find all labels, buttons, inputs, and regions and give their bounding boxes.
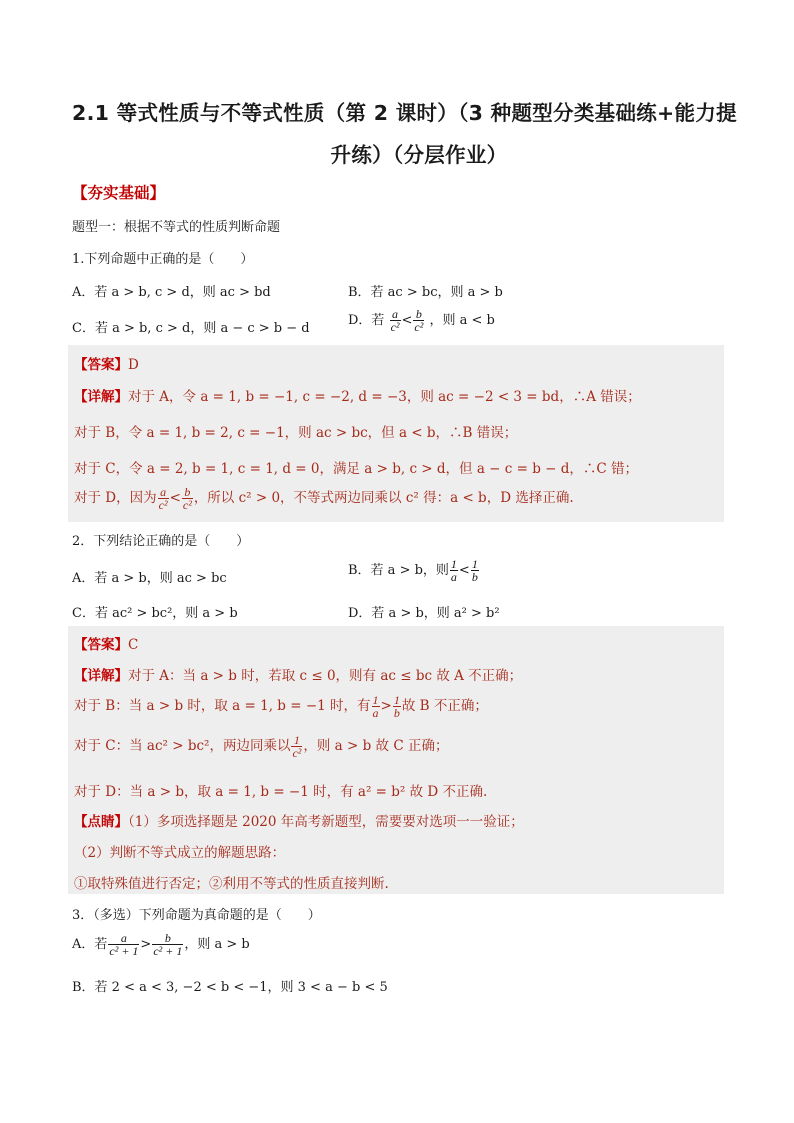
q2-answer-box [68, 626, 724, 894]
numerator: a [390, 308, 401, 321]
page-title [72, 92, 737, 176]
q3-a-suffix: ，则 a > b [184, 937, 250, 952]
denominator: a [450, 570, 457, 584]
bracket-close: 】 [149, 184, 166, 202]
q2-tip-3: ①取特殊值进行否定；②利用不等式的性质直接判断. [74, 876, 389, 892]
q1-detail-1 [74, 385, 641, 405]
q1-detail-2: 对于 B，令 a = 1, b = 2, c = −1，则 ac > bc，但 a < b，∴B 错误； [74, 425, 518, 441]
title-line-1: 2.1 等式性质与不等式性质（第 2 课时）（3 种题型分类基础练+能力提 [72, 101, 737, 125]
numerator: b [152, 932, 183, 945]
numerator: 1 [291, 734, 302, 747]
detail-suffix: ，则 a > b 故 C 正确； [303, 738, 449, 754]
q2-detail-4: 对于 D：当 a > b，取 a = 1, b = −1 时，有 a² = b² 故 D 不正确. [74, 784, 488, 800]
q1-option-d [348, 308, 495, 333]
q1-detail-3: 对于 C，令 a = 2, b = 1, c = 1, d = 0，满足 a > b, c > d，但 a − c = b − d，∴C 错； [74, 461, 639, 477]
denominator: c² + 1 [153, 944, 183, 958]
answer-label: 【答案】 [74, 357, 128, 373]
detail-prefix: 对于 D，因为 [74, 490, 157, 506]
numerator: 1 [450, 557, 457, 571]
numerator: a [108, 932, 139, 945]
section-label: 夯实基础 [87, 184, 150, 202]
q2-b-fraction-2 [471, 558, 479, 583]
detail-fraction-1 [372, 694, 380, 719]
denominator: b [471, 570, 478, 584]
numerator: b [413, 308, 424, 321]
q2-tip-1 [74, 810, 524, 830]
q1-option-a: A．若 a > b, c > d，则 ac > bd [72, 285, 271, 300]
detail-prefix: 对于 C：当 ac² > bc²，两边同乘以 [74, 738, 291, 754]
numerator: b [182, 486, 193, 499]
section-heading [72, 181, 165, 203]
denominator: c² [292, 746, 302, 760]
less-than: < [401, 313, 413, 328]
q1-option-b: B．若 ac > bc，则 a > b [348, 285, 503, 300]
denominator: c² [182, 498, 192, 512]
denominator: c² + 1 [109, 944, 139, 958]
q2-answer [74, 633, 138, 653]
tip-text: （1）多项选择题是 2020 年高考新题型，需要要对选项一一验证； [128, 814, 524, 830]
q1-answer-box [68, 345, 724, 522]
answer-value: C [128, 637, 139, 653]
q2-detail-3 [74, 734, 448, 759]
q2-detail-1 [74, 664, 522, 684]
detail-text: 对于 A，令 a = 1, b = −1, c = −2, d = −3，则 ac = −2 < 3 = bd，∴A 错误； [128, 389, 641, 405]
title-line-2: 升练）（分层作业） [330, 143, 508, 167]
q2-tip-2: （2）判断不等式成立的解题思路： [74, 845, 286, 861]
answer-label: 【答案】 [74, 637, 128, 653]
q2-b-fraction-1 [450, 558, 458, 583]
q1-option-c: C．若 a > b, c > d，则 a − c > b − d [72, 321, 310, 336]
q3-a-prefix: A．若 [72, 937, 108, 952]
detail-label: 【详解】 [74, 668, 128, 684]
detail-label: 【详解】 [74, 389, 128, 405]
q1-d-prefix: D．若 [348, 313, 385, 328]
less-than: < [169, 490, 181, 506]
greater-than: > [140, 937, 152, 952]
detail-fraction-2 [393, 694, 401, 719]
detail-suffix: ，所以 c² > 0，不等式两边同乘以 c² 得：a < b，D 选择正确. [193, 490, 574, 506]
q1-detail-4 [74, 486, 574, 511]
q3-option-b: B．若 2 < a < 3, −2 < b < −1，则 3 < a − b < 5 [72, 980, 388, 995]
bracket-open: 【 [72, 184, 88, 202]
q2-option-c: C．若 ac² > bc²，则 a > b [72, 606, 238, 621]
numerator: a [158, 486, 169, 499]
question-type-heading: 题型一：根据不等式的性质判断命题 [72, 220, 281, 235]
denominator: c² [158, 498, 168, 512]
q1-stem: 1.下列命题中正确的是（ ） [72, 252, 254, 267]
numerator: 1 [393, 693, 400, 707]
q1-d-fraction-1 [390, 308, 401, 333]
q1-answer [74, 353, 139, 373]
detail-prefix: 对于 B：当 a > b 时，取 a = 1, b = −1 时，有 [74, 698, 371, 714]
q2-stem: 2．下列结论正确的是（ ） [72, 534, 250, 549]
denominator: a [372, 706, 379, 720]
q3-a-fraction-2 [152, 932, 183, 957]
tip-label: 【点睛】 [74, 814, 128, 830]
q3-stem: 3．（多选）下列命题为真命题的是（ ） [72, 908, 321, 923]
numerator: 1 [471, 557, 478, 571]
q1-d-fraction-2 [413, 308, 424, 333]
q1-d-suffix: ，则 a < b [429, 313, 495, 328]
q2-option-b [348, 558, 480, 583]
q2-b-prefix: B．若 a > b，则 [348, 563, 449, 578]
greater-than: > [380, 698, 392, 714]
detail-fraction-2 [182, 486, 193, 511]
answer-value: D [128, 357, 139, 373]
detail-text: 对于 A：当 a > b 时，若取 c ≤ 0，则有 ac ≤ bc 故 A 不正确； [128, 668, 523, 684]
detail-suffix: 故 B 不正确； [401, 698, 488, 714]
numerator: 1 [372, 693, 379, 707]
q3-option-a [72, 932, 250, 957]
detail-fraction-1 [158, 486, 169, 511]
q3-a-fraction-1 [108, 932, 139, 957]
q2-option-a: A．若 a > b，则 ac > bc [72, 571, 227, 586]
detail-fraction [291, 734, 302, 759]
denominator: c² [414, 320, 424, 334]
denominator: b [393, 706, 400, 720]
q2-detail-2 [74, 694, 488, 719]
q2-option-d: D．若 a > b，则 a² > b² [348, 606, 500, 621]
denominator: c² [390, 320, 400, 334]
less-than: < [458, 563, 470, 578]
